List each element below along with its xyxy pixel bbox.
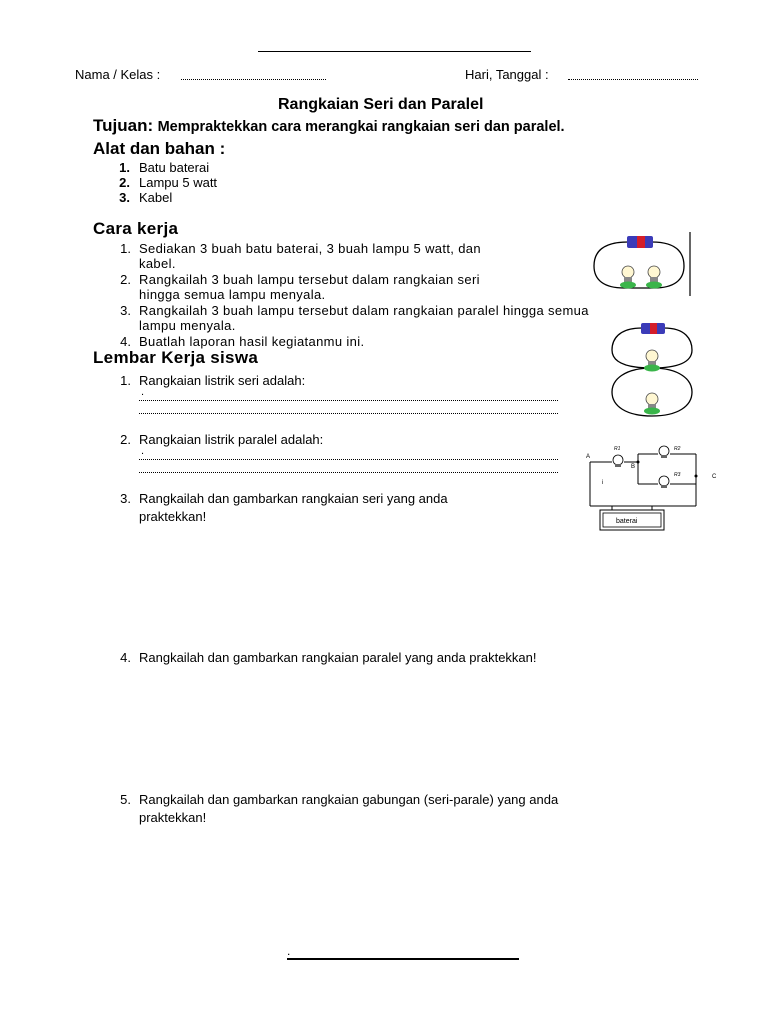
cara-num-1: 1. bbox=[120, 241, 131, 256]
answer-2-dot: . bbox=[141, 445, 145, 457]
lembar-item-3-line2: praktekkan! bbox=[139, 509, 207, 524]
cara-item-1-line1: Sediakan 3 buah batu baterai, 3 buah lampu 5 watt, dan bbox=[139, 241, 481, 256]
lembar-item-5-line2: praktekkan! bbox=[139, 810, 207, 825]
day-date-label: Hari, Tanggal : bbox=[465, 67, 549, 82]
lembar-num-5: 5. bbox=[120, 792, 131, 807]
schematic-wires bbox=[590, 454, 696, 510]
battery-icon bbox=[627, 236, 653, 248]
cara-item-2-line1: Rangkailah 3 buah lampu tersebut dalam rangkaian seri bbox=[139, 272, 480, 287]
series-circuit-illustration bbox=[588, 226, 696, 300]
cara-item-4-line1: Buatlah laporan hasil kegiatanmu ini. bbox=[139, 334, 365, 349]
cara-item-2-line2: hingga semua lampu menyala. bbox=[139, 287, 326, 302]
bulb-icon bbox=[659, 446, 669, 458]
cara-num-3: 3. bbox=[120, 303, 131, 318]
page-title: Rangkaian Seri dan Paralel bbox=[278, 96, 484, 113]
alat-num-1: 1. bbox=[119, 160, 130, 175]
bulb-icon bbox=[646, 266, 662, 289]
bulb-icon bbox=[613, 455, 623, 467]
cara-item-3-line2: lampu menyala. bbox=[139, 318, 236, 333]
cara-item-3-line1: Rangkailah 3 buah lampu tersebut dalam rangkaian paralel hingga semua bbox=[139, 303, 589, 318]
diagram-label-i: i bbox=[602, 480, 604, 486]
diagram-label-r1: R1 bbox=[614, 446, 621, 452]
junction-dot bbox=[695, 475, 698, 478]
cara-num-4: 4. bbox=[120, 334, 131, 349]
series-wire bbox=[594, 242, 684, 288]
combined-circuit-diagram bbox=[584, 440, 720, 534]
tujuan-row bbox=[93, 116, 565, 136]
diagram-label-r3: R3 bbox=[674, 472, 681, 478]
lembar-item-5-line1: Rangkailah dan gambarkan rangkaian gabungan (seri-parale) yang anda bbox=[139, 792, 559, 807]
name-class-field[interactable] bbox=[181, 79, 326, 80]
alat-num-3: 3. bbox=[119, 190, 130, 205]
answer-2-line-2[interactable] bbox=[139, 472, 558, 473]
bulb-icon bbox=[644, 350, 660, 372]
footer-dot: . bbox=[287, 944, 291, 958]
answer-1-line-1[interactable] bbox=[139, 400, 558, 401]
alat-item-2: Lampu 5 watt bbox=[139, 175, 218, 190]
diagram-label-c: C bbox=[712, 474, 717, 480]
alat-item-1: Batu baterai bbox=[139, 160, 210, 175]
top-rule bbox=[258, 51, 531, 52]
answer-1-line-2[interactable] bbox=[139, 413, 558, 414]
lembar-num-1: 1. bbox=[120, 373, 131, 388]
lembar-item-4-line1: Rangkailah dan gambarkan rangkaian paralel yang anda praktekkan! bbox=[139, 650, 537, 665]
cara-item-1-line2: kabel. bbox=[139, 256, 176, 271]
name-class-label: Nama / Kelas : bbox=[75, 67, 161, 82]
tujuan-text: Mempraktekkan cara merangkai rangkaian seri dan paralel. bbox=[157, 119, 565, 135]
junction-dot bbox=[637, 461, 640, 464]
bulb-icon bbox=[659, 476, 669, 488]
parallel-circuit-illustration bbox=[608, 318, 696, 422]
diagram-label-a: A bbox=[586, 454, 591, 460]
bulb-icon bbox=[620, 266, 636, 289]
lembar-heading: Lembar Kerja siswa bbox=[93, 348, 259, 367]
diagram-label-r2: R2 bbox=[674, 446, 681, 452]
lembar-item-1: Rangkaian listrik seri adalah: bbox=[139, 373, 306, 388]
alat-item-3: Kabel bbox=[139, 190, 173, 205]
bulb-icon bbox=[644, 393, 660, 415]
answer-2-line-1[interactable] bbox=[139, 459, 558, 460]
answer-1-dot: . bbox=[141, 386, 145, 398]
lembar-item-3-line1: Rangkailah dan gambarkan rangkaian seri yang anda bbox=[139, 491, 448, 506]
lembar-num-3: 3. bbox=[120, 491, 131, 506]
battery-icon bbox=[641, 323, 665, 334]
alat-heading: Alat dan bahan : bbox=[93, 139, 226, 158]
day-date-field[interactable] bbox=[568, 79, 698, 80]
diagram-label-baterai: baterai bbox=[616, 518, 638, 525]
tujuan-label: Tujuan: bbox=[93, 116, 154, 135]
cara-num-2: 2. bbox=[120, 272, 131, 287]
signature-line[interactable] bbox=[287, 958, 519, 960]
lembar-num-2: 2. bbox=[120, 432, 131, 447]
lembar-item-2: Rangkaian listrik paralel adalah: bbox=[139, 432, 324, 447]
alat-num-2: 2. bbox=[119, 175, 130, 190]
lembar-num-4: 4. bbox=[120, 650, 131, 665]
cara-heading: Cara kerja bbox=[93, 219, 179, 238]
diagram-label-b: B bbox=[631, 464, 636, 470]
